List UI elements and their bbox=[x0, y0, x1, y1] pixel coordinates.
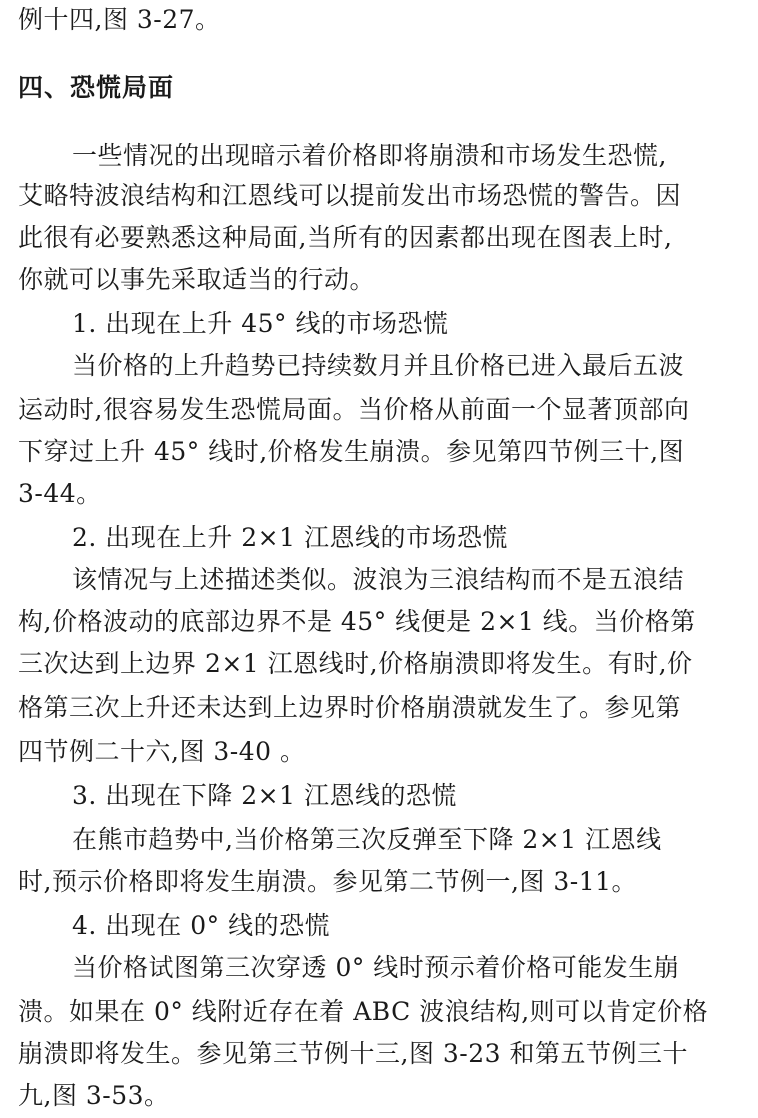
section-heading: 四、恐慌局面 bbox=[18, 73, 175, 102]
item-3-title: 3. 出现在下降 2×1 江恩线的恐慌 bbox=[72, 781, 457, 810]
item-1-line-4: 3-44。 bbox=[18, 479, 102, 508]
item-1-line-1: 当价格的上升趋势已持续数月并且价格已进入最后五波 bbox=[72, 351, 685, 380]
intro-line-2: 艾略特波浪结构和江恩线可以提前发出市场恐慌的警告。因 bbox=[18, 181, 682, 210]
intro-line-1: 一些情况的出现暗示着价格即将崩溃和市场发生恐慌, bbox=[72, 141, 667, 170]
item-4-line-3: 崩溃即将发生。参见第三节例十三,图 3-23 和第五节例三十 bbox=[18, 1039, 689, 1068]
top-line: 例十四,图 3-27。 bbox=[18, 5, 221, 34]
item-2-line-3: 三次达到上边界 2×1 江恩线时,价格崩溃即将发生。有时,价 bbox=[18, 649, 693, 678]
item-2-line-2: 构,价格波动的底部边界不是 45° 线便是 2×1 线。当价格第 bbox=[18, 607, 696, 636]
item-4-line-4: 九,图 3-53。 bbox=[18, 1081, 170, 1110]
item-2-line-4: 格第三次上升还未达到上边界时价格崩溃就发生了。参见第 bbox=[18, 693, 682, 722]
item-3-line-1: 在熊市趋势中,当价格第三次反弹至下降 2×1 江恩线 bbox=[72, 825, 662, 854]
intro-line-4: 你就可以事先采取适当的行动。 bbox=[18, 265, 376, 294]
item-4-line-2: 溃。如果在 0° 线附近存在着 ABC 波浪结构,则可以肯定价格 bbox=[18, 997, 709, 1026]
item-1-title: 1. 出现在上升 45° 线的市场恐慌 bbox=[72, 309, 449, 338]
intro-line-3: 此很有必要熟悉这种局面,当所有的因素都出现在图表上时, bbox=[18, 223, 673, 252]
item-4-line-1: 当价格试图第三次穿透 0° 线时预示着价格可能发生崩 bbox=[72, 953, 680, 982]
item-1-line-3: 下穿过上升 45° 线时,价格发生崩溃。参见第四节例三十,图 bbox=[18, 437, 685, 466]
item-2-line-1: 该情况与上述描述类似。波浪为三浪结构而不是五浪结 bbox=[72, 565, 685, 594]
item-2-title: 2. 出现在上升 2×1 江恩线的市场恐慌 bbox=[72, 523, 508, 552]
item-1-line-2: 运动时,很容易发生恐慌局面。当价格从前面一个显著顶部向 bbox=[18, 395, 690, 424]
item-2-line-5: 四节例二十六,图 3-40 。 bbox=[18, 737, 306, 766]
item-3-line-2: 时,预示价格即将发生崩溃。参见第二节例一,图 3-11。 bbox=[18, 867, 638, 896]
item-4-title: 4. 出现在 0° 线的恐慌 bbox=[72, 911, 331, 940]
